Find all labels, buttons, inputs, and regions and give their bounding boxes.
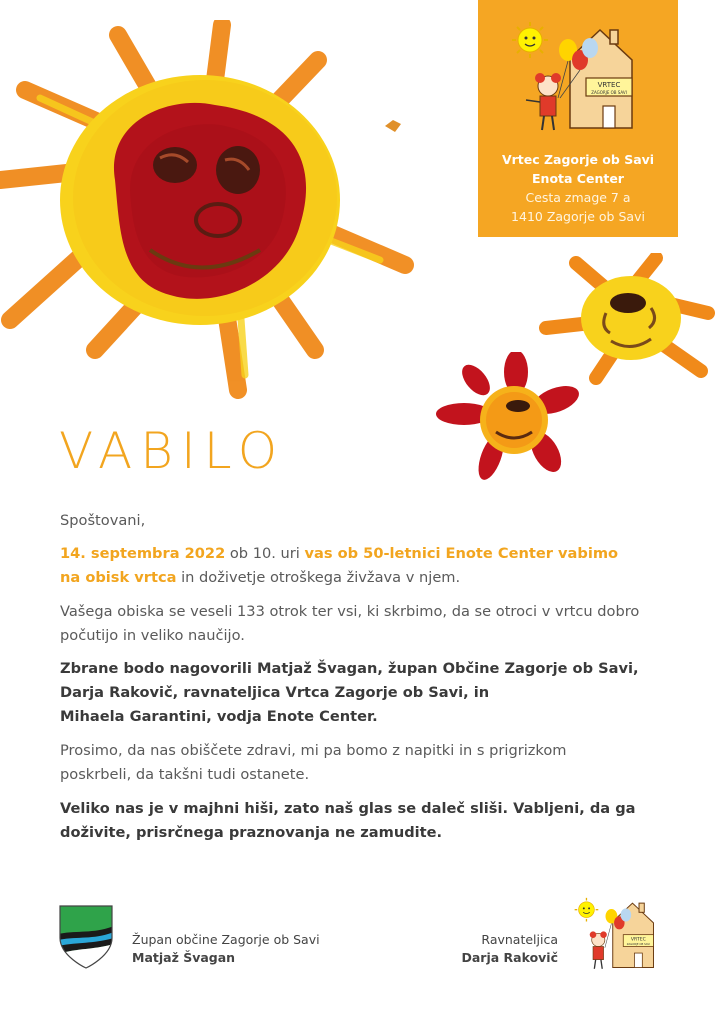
health-line-2: poskrbeli, da takšni tudi ostanete. <box>60 766 310 783</box>
invitation-highlight: vas ob 50-letnici Enote Center vabimo <box>304 545 619 562</box>
mayor-signature-block <box>132 931 320 967</box>
logo-sign-text: VRTEC <box>597 81 621 89</box>
logo-sign-text-small: VRTEC <box>630 937 646 943</box>
unit-name: Enota Center <box>532 171 624 186</box>
invitation-paragraph <box>60 542 660 590</box>
speakers-paragraph <box>60 657 660 729</box>
sun-painting-large <box>0 20 420 420</box>
municipality-crest <box>58 904 114 970</box>
mayor-name: Matjaž Švagan <box>132 950 236 965</box>
kindergarten-name: Vrtec Zagorje ob Savi <box>501 152 655 167</box>
invitation-highlight-2: na obisk vrtca <box>60 569 177 586</box>
speakers-line-2: Darja Rakovič, ravnateljica Vrtca Zagorje ob Savi, in <box>60 684 490 701</box>
closing-paragraph <box>60 797 660 845</box>
kindergarten-logo <box>508 18 648 136</box>
event-date: 14. septembra 2022 <box>60 545 226 562</box>
logo-sign-subtext-small: ZAGORJE OB SAVI <box>626 943 650 947</box>
mayor-role: Župan občine Zagorje ob Savi <box>132 932 320 947</box>
children-paragraph <box>60 600 660 648</box>
speakers-line-3: Mihaela Garantini, vodja Enote Center. <box>60 708 378 725</box>
children-line-1: Vašega obiska se veseli 133 otrok ter vsi, ki skrbimo, da se otroci v vrtcu dobro <box>60 603 640 620</box>
greeting: Spoštovani, <box>60 512 146 529</box>
kindergarten-logo-small <box>572 895 664 973</box>
speakers-line-1: Zbrane bodo nagovorili Matjaž Švagan, župan Občine Zagorje ob Savi, <box>60 660 639 677</box>
director-signature-block <box>440 931 558 967</box>
kindergarten-address-card <box>478 0 678 237</box>
address-city: 1410 Zagorje ob Savi <box>511 209 645 224</box>
director-name: Darja Rakovič <box>461 950 558 965</box>
flower-painting <box>436 352 586 484</box>
page-title: VABILO <box>59 422 286 480</box>
address-street: Cesta zmage 7 a <box>525 190 631 205</box>
invitation-end: in doživetje otroškega živžava v njem. <box>176 569 461 586</box>
event-time: ob 10. uri <box>225 545 305 562</box>
closing-line-1: Veliko nas je v majhni hiši, zato naš glas se daleč sliši. Vabljeni, da ga <box>60 800 636 817</box>
director-role: Ravnateljica <box>481 932 558 947</box>
health-paragraph <box>60 739 660 787</box>
paint-splash <box>383 118 403 134</box>
children-line-2: počutijo in veliko naučijo. <box>60 627 245 644</box>
logo-sign-subtext: ZAGORJE OB SAVI <box>591 90 627 95</box>
health-line-1: Prosimo, da nas obiščete zdravi, mi pa bomo z napitki in s prigrizkom <box>60 742 567 759</box>
closing-line-2: doživite, prisrčnega praznovanja ne zamudite. <box>60 824 443 841</box>
